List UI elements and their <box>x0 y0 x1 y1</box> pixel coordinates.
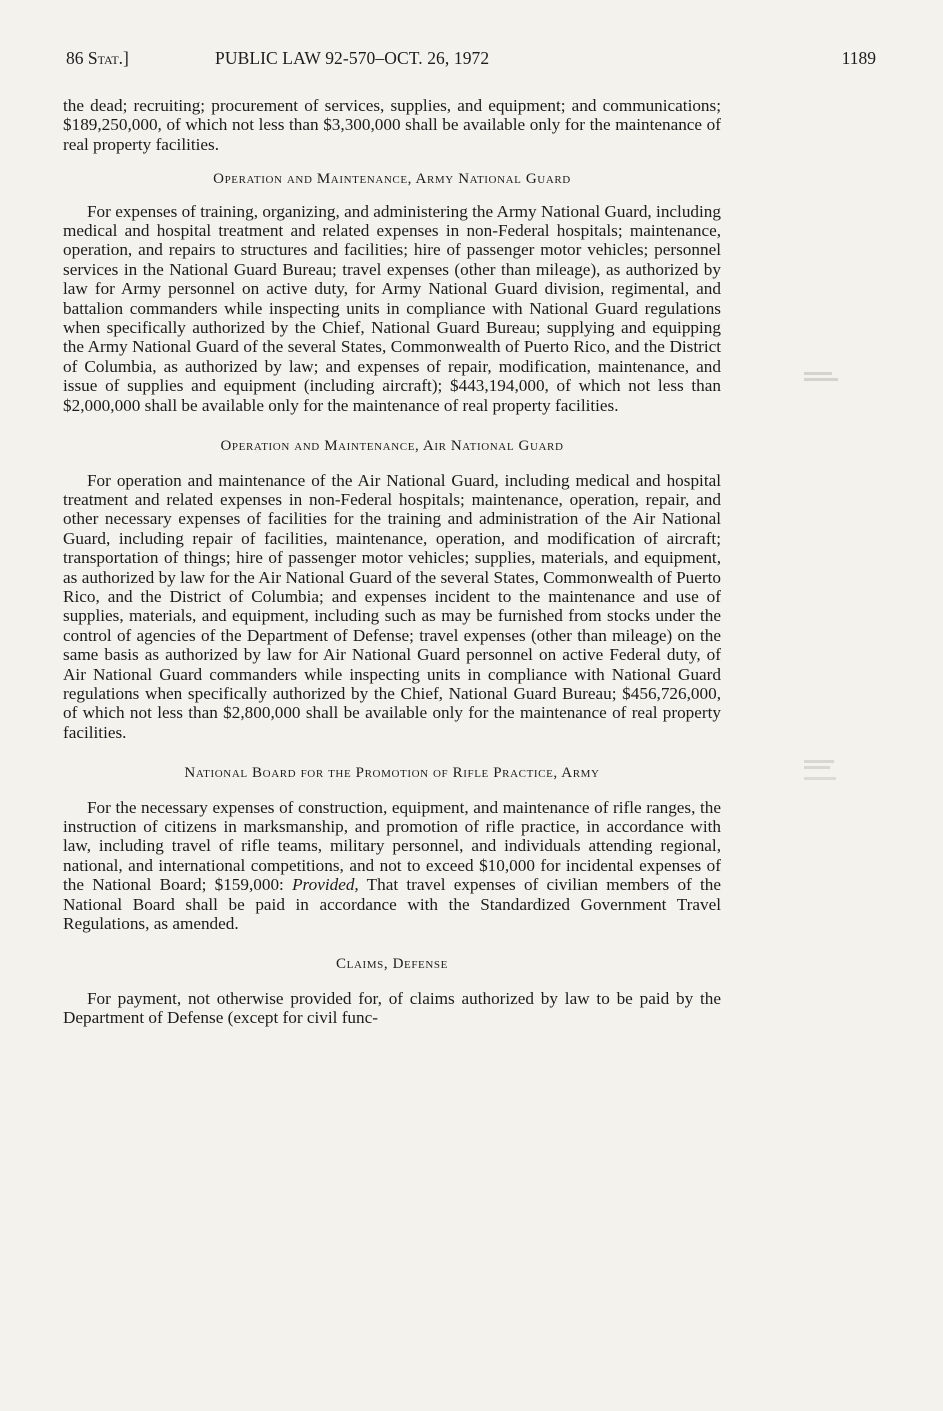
paragraph-rifle-practice <box>63 798 721 934</box>
paragraph-claims: For payment, not otherwise provided for, of claims authorized by law to be paid by the Department of Defense (except for civil func- <box>63 988 721 1028</box>
rifle-practice-text: For the necessary expenses of construction, equipment, and maintenance of rifle ranges, the instruction of citizens in marksmanship, and promotion of rifle practice, in accordance with law, including travel of rifle teams, military personnel, and individuals attending regional, national, and international competitions, and not to exceed $10,000 for incidental expenses of the National Board; $159,000: <box>63 797 721 895</box>
page-header <box>66 48 876 78</box>
faint-margin-note-2 <box>804 760 836 780</box>
statute-reference: 86 Stat.] <box>66 48 129 68</box>
page-number: 1189 <box>841 48 876 68</box>
paragraph-army-guard: For expenses of training, organizing, and administering the Army National Guard, including medical and hospital treatment and related expenses in non-Federal hospitals; maintenance, operation, and repairs to structures and facilities; hire of passenger motor vehicles; personnel services in the National Guard Bureau; travel expenses (other than mileage), as authorized by law for Army personnel on active duty, for Army National Guard division, regimental, and battalion commanders while inspecting units in compliance with National Guard regulations when specifically authorized by the Chief, National Guard Bureau; supplying and equipping the Army National Guard of the several States, Commonwealth of Puerto Rico, and the District of Columbia, as authorized by law; and expenses of repair, modification, maintenance, and issue of supplies and equipment (including aircraft); $443,194,000, of which not less than $2,000,000 shall be available only for the maintenance of real property facilities. <box>63 201 721 415</box>
section-heading-air-guard: Operation and Maintenance, Air National Guard <box>220 438 564 455</box>
continuation-paragraph: the dead; recruiting; procurement of services, supplies, and equipment; and communications; $189,250,000, of which not less than $3,300,000 shall be available only for the maintenance of real property facilities. <box>63 96 721 154</box>
section-heading-army-guard: Operation and Maintenance, Army National Guard <box>213 171 571 188</box>
faint-margin-note <box>804 372 838 381</box>
proviso-word: Provided, <box>292 875 359 895</box>
paragraph-air-guard: For operation and maintenance of the Air National Guard, including medical and hospital treatment and related expenses in non-Federal hospitals; maintenance, operation, repair, and other necessary expenses of facilities for the training and administration of the Air National Guard, including repair of facilities, maintenance, operation, and modification of aircraft; transportation of things; hire of passenger motor vehicles; supplies, materials, and equipment, as authorized by law for the Air National Guard of the several States, Commonwealth of Puerto Rico, and the District of Columbia; and expenses incident to the maintenance and use of supplies, materials, and equipment, including such as may be furnished from stocks under the control of agencies of the Department of Defense; travel expenses (other than mileage) on the same basis as authorized by law for Air National Guard personnel on active Federal duty, of Air National Guard commanders while inspecting units in compliance with National Guard regulations when specifically authorized by the Chief, National Guard Bureau; $456,726,000, of which not less than $2,800,000 shall be available only for the maintenance of real property facilities. <box>63 470 721 742</box>
section-heading-claims: Claims, Defense <box>336 956 448 973</box>
rifle-practice-text-cont: That travel expenses of civilian members of the National Board shall be paid in accordance with the Standardized Government Travel Regulations, as amended. <box>63 875 721 934</box>
running-title: PUBLIC LAW 92-570–OCT. 26, 1972 <box>215 48 490 68</box>
document-body <box>63 96 721 1028</box>
section-heading-rifle-practice: National Board for the Promotion of Rifle Practice, Army <box>184 765 600 782</box>
